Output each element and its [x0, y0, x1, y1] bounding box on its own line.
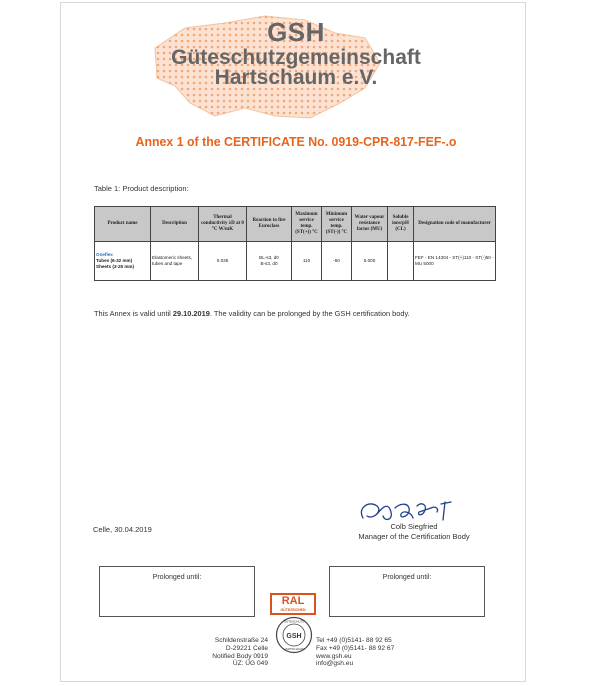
organization-name-line1: Güteschutzgemeinschaft: [171, 46, 421, 69]
prolonged-until-box-left: [99, 566, 255, 617]
seal-center-text: GSH: [286, 633, 302, 640]
seal-top-text: GÜTESCHUTZ: [283, 619, 305, 624]
ral-mark-subtext: GÜTEZEICHEN: [280, 608, 306, 612]
product-description-table: [94, 206, 496, 281]
contact-fax: Fax +49 (0)5141- 88 92 67: [316, 644, 395, 652]
fire-class-1: BL-s3, d0: [259, 255, 279, 260]
cell-product-name: [95, 242, 151, 281]
annex-title: Annex 1 of the CERTIFICATE No. 0919-CPR-817-FEF-.o: [135, 134, 457, 149]
cell-conductivity: 0.035: [199, 242, 247, 281]
product-sheets: Sheets (3-25 mm): [96, 264, 135, 269]
organization-name-line2: Hartschaum e.V.: [214, 66, 378, 89]
cell-description: Elastomeric sheets, tubes and tape: [151, 242, 199, 281]
ral-mark-text: RAL: [281, 595, 305, 607]
prolonged-until-label-right: Prolonged until:: [382, 574, 432, 581]
col-water-vapour: Water vapour resistance factor (MU): [352, 207, 388, 242]
product-tubes: Tubes (6-32 mm): [96, 258, 133, 263]
address-line: D-29221 Celle: [225, 644, 268, 652]
prolonged-until-label-left: Prolonged until:: [152, 574, 202, 581]
contact-email: info@gsh.eu: [316, 660, 354, 668]
signatory-block: [339, 522, 489, 542]
contact-details: [316, 637, 426, 668]
cell-mu: 5.000: [352, 242, 388, 281]
signatory-title: Manager of the Certification Body: [358, 532, 470, 541]
col-designation-code: Designation code of manufacturer: [414, 207, 496, 242]
address-line: Schildenstraße 24: [214, 637, 268, 644]
cell-min-temp: -50: [322, 242, 352, 281]
col-min-service-temp: Minimum service temp. (ST(-)) °C: [322, 207, 352, 242]
address-line: Notified Body 0919: [212, 652, 268, 660]
col-description: Description: [151, 207, 199, 242]
col-soluble-ions: Soluble ions/pH (CL): [388, 207, 414, 242]
table-caption: Table 1: Product description:: [94, 184, 189, 193]
validity-prefix: This Annex is valid until: [94, 309, 173, 318]
cell-reaction-to-fire: [247, 242, 292, 281]
col-product-name: Product name: [95, 207, 151, 242]
cell-designation: FEF - EN 14304 - ST(+)110 - ST(-)50 - MU 5000: [414, 242, 496, 281]
ral-quality-mark: [270, 593, 316, 615]
validity-date: 29.10.2019: [172, 309, 210, 318]
signatory-name: Colb Siegfried: [390, 522, 438, 531]
validity-suffix: . The validity can be prolonged by the GSH certification body.: [209, 309, 410, 318]
validity-statement: [94, 309, 410, 318]
gsh-seal-icon: [275, 616, 313, 654]
col-thermal-conductivity: Thermal conductivity λD at 0 °C W/mK: [199, 207, 247, 242]
place-and-date: Celle, 30.04.2019: [93, 525, 152, 534]
product-brand: Oneflex: [96, 252, 113, 257]
seal-bottom-text: HARTSCHAUM: [283, 647, 305, 651]
cell-max-temp: 110: [292, 242, 322, 281]
contact-phone: Tel +49 (0)5141- 88 92 65: [316, 637, 392, 644]
col-reaction-to-fire: Reaction to fire Euroclass: [247, 207, 292, 242]
col-max-service-temp: Maximum service temp. (ST(+)) °C: [292, 207, 322, 242]
table-header-row: [95, 207, 496, 242]
contact-website: www.gsh.eu: [316, 652, 352, 660]
address-line: ÜZ: ÜG 049: [232, 660, 268, 668]
cell-soluble: [388, 242, 414, 281]
fire-class-2: B-s3, d0: [260, 261, 278, 266]
table-row: [95, 242, 496, 281]
prolonged-until-box-right: [329, 566, 485, 617]
postal-address: [180, 637, 268, 668]
gsh-logo-text: GSH: [267, 17, 325, 47]
